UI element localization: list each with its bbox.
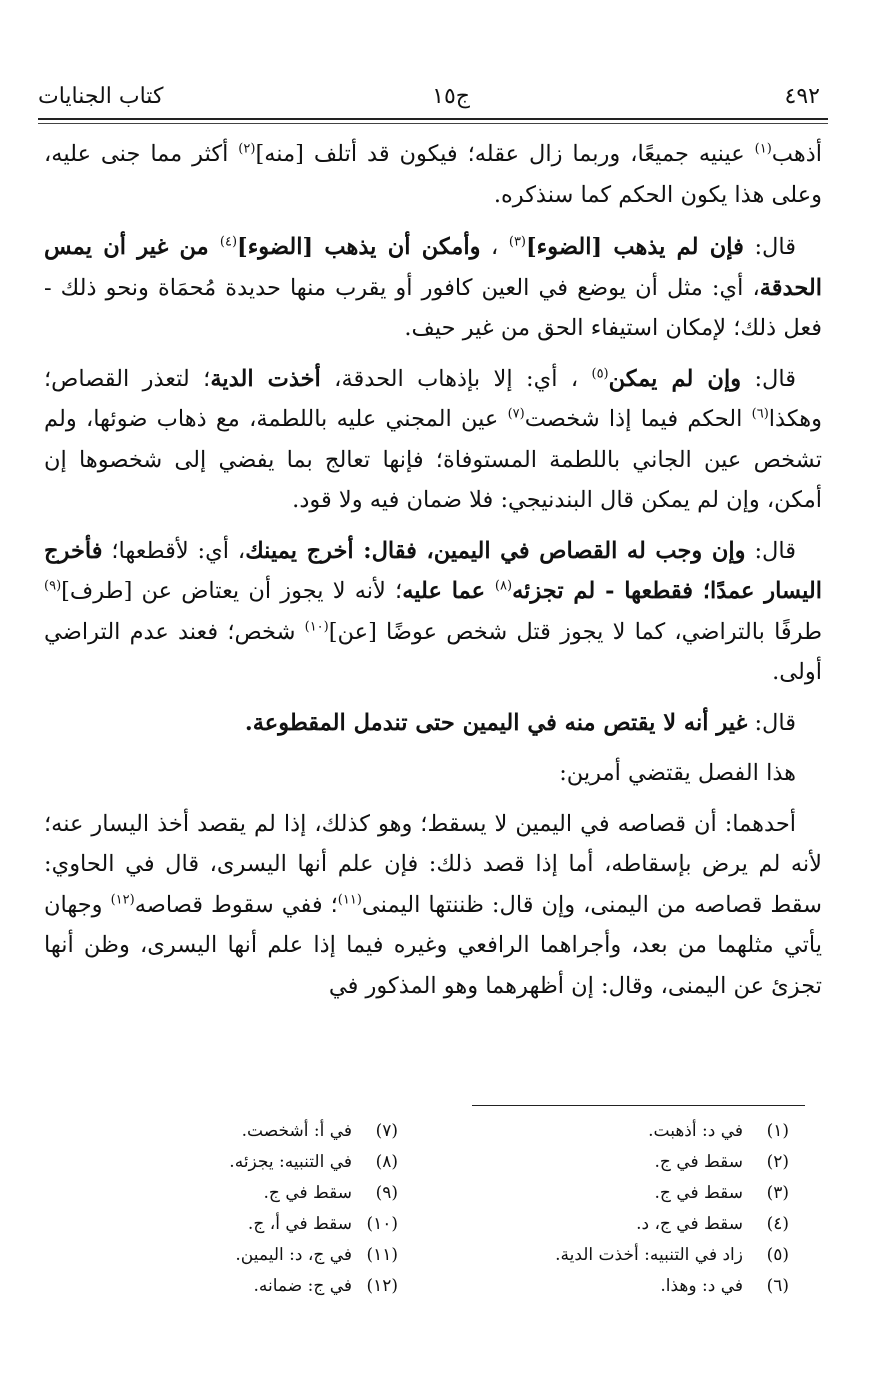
footnote: (٦)في د: وهذا. bbox=[660, 1276, 789, 1296]
footnote-ref: (٨) bbox=[494, 578, 513, 594]
paragraph-1: أذهب$^{(١)}$ عينيه جميعًا، وربما زال عقله؛ فيكون قد أتلف [منه]$^{(٢)}$ أكثر مما جنى عليه، وعلى هذا يكون الحكم كما سنذكره. bbox=[44, 141, 823, 208]
footnote-ref: (٤) bbox=[219, 234, 238, 250]
book-title: كتاب الجنايات bbox=[38, 84, 164, 109]
footnote-ref: (٥) bbox=[591, 366, 609, 381]
paragraph-3: قال: وإن لم يمكن$^{(٥)}$ ، أي: إلا بإذهاب الحدقة، أخذت الدية؛ لتعذر القصاص؛ وهكذا$^{(٦)}$ الحكم فيما إذا شخصت$^{(٧)}$ عين المجني عليه باللطمة، مع ذهاب ضوئها، ولم تشخص عين الجاني باللطمة المستوفاة؛ فإنها تعالج بما يفضي إلى شخصوها إن أمكن، وإن لم يمكن قال البندنيجي: فلا ضمان فيه ولا قود. bbox=[44, 365, 822, 513]
header-rule-thick bbox=[38, 118, 828, 120]
footnote: (٩)سقط في ج. bbox=[263, 1183, 398, 1203]
footnote-ref: (١١) bbox=[337, 892, 362, 907]
footnote: (١١)في ج، د: اليمين. bbox=[235, 1245, 398, 1265]
volume-label: ج١٥ bbox=[432, 84, 470, 109]
page-number: ٤٩٢ bbox=[784, 84, 820, 109]
footnote-ref: (٣) bbox=[508, 234, 526, 250]
footnote-ref: (٩) bbox=[44, 578, 62, 594]
footnote-ref: (١٢) bbox=[110, 892, 135, 907]
footnote: (٨)في التنبيه: يجزئه. bbox=[229, 1152, 398, 1172]
footnote: (٤)سقط في ج، د. bbox=[636, 1214, 789, 1234]
footnote-ref: (٧) bbox=[507, 406, 525, 422]
footnote: (١)في د: أذهبت. bbox=[648, 1121, 789, 1141]
paragraph-4: قال: وإن وجب له القصاص في اليمين، فقال: أخرج يمينك، أي: لأقطعها؛ فأخرج اليسار عمدًا؛ فقطعها - لم تجزئه$^{(٨)}$ عما عليه؛ لأنه لا يجوز أن يعتاض عن [طرف]$^{(٩)}$ طرفًا بالتراضي، كما لا يجوز قتل شخص عوضًا [عن]$^{(١٠)}$ شخص؛ فعند عدم التراضي أولى. bbox=[44, 537, 823, 685]
footnote-ref: (١) bbox=[754, 141, 772, 157]
footnote: (٢)سقط في ج. bbox=[654, 1152, 789, 1172]
footnote: (١٠)سقط في أ، ج. bbox=[247, 1214, 398, 1234]
footnote-ref: (٦) bbox=[751, 406, 769, 422]
footnotes-column-left bbox=[98, 1116, 398, 1302]
paragraph-7: أحدهما: أن قصاصه في اليمين لا يسقط؛ وهو كذلك، إذا لم يقصد أخذ اليسار عنه؛ لأنه لم يرض بإسقاطه، أما إذا قصد ذلك: فإن علم أنها اليسرى، قال في الحاوي: سقط قصاصه من اليمنى، وإن قال: ظننتها اليمنى$^{(١١)}$؛ ففي سقوط قصاصه$^{(١٢)}$ وجهان يأتي مثلهما من بعد، وأجراهما الرافعي وغيره فيما إذا علم أنها اليسرى، وظن أنها تجزئ عن اليمنى، وقال: إن أظهرهما وهو المذكور في bbox=[44, 810, 822, 999]
footnotes-column-right bbox=[489, 1116, 789, 1302]
footnote: (٥)زاد في التنبيه: أخذت الدية. bbox=[555, 1245, 789, 1265]
footnote: (١٢)في ج: ضمانه. bbox=[253, 1276, 398, 1296]
footnote-ref: (٢) bbox=[238, 141, 256, 157]
footnote: (٧)في أ: أشخصت. bbox=[241, 1121, 398, 1141]
paragraph-5: قال: غير أنه لا يقتص منه في اليمين حتى تندمل المقطوعة. bbox=[244, 709, 796, 736]
footnote-separator bbox=[472, 1105, 805, 1106]
header-rule-thin bbox=[38, 123, 828, 124]
main-text bbox=[44, 134, 822, 1016]
running-header bbox=[38, 84, 828, 114]
footnote-ref: (١٠) bbox=[304, 619, 329, 634]
footnote: (٣)سقط في ج. bbox=[654, 1183, 789, 1203]
paragraph-2: قال: فإن لم يذهب [الضوء]$^{(٣)}$ ، وأمكن أن يذهب [الضوء]$^{(٤)}$ من غير أن يمس الحدقة، أي: مثل أن يوضع في العين كافور أو يقرب منها حديدة مُحمَاة ونحو ذلك - فعل ذلك؛ لإمكان استيفاء الحق من غير حيف. bbox=[44, 234, 822, 341]
paragraph-6: هذا الفصل يقتضي أمرين: bbox=[559, 760, 796, 786]
